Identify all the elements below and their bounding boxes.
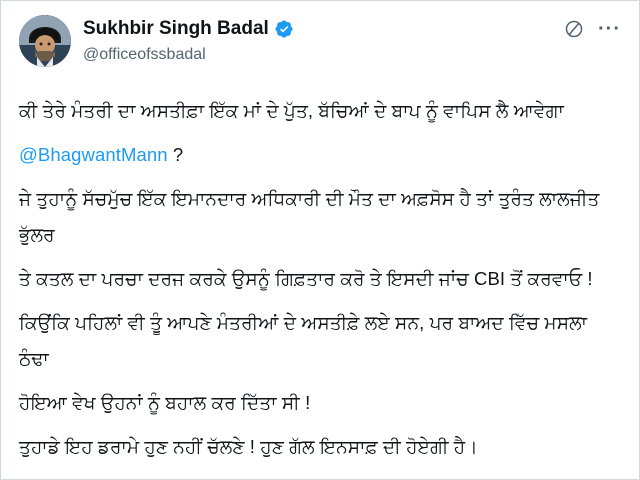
tweet-line-5: ਕਿਉਂਕਿ ਪਹਿਲਾਂ ਵੀ ਤੂੰ ਆਪਣੇ ਮੰਤਰੀਆਂ ਦੇ ਅਸਤੀਫ਼ੇ ਲਏ ਸਨ, ਪਰ ਬਾਅਦ ਵਿੱਚ ਮਸਲਾ ਠੰਢਾ <box>19 312 588 369</box>
avatar[interactable] <box>19 15 71 67</box>
tweet-line-2-suffix: ? <box>167 144 184 165</box>
author-display-name[interactable]: Sukhbir Singh Badal <box>83 18 269 39</box>
tweet-line-1: ਕੀ ਤੇਰੇ ਮੰਤਰੀ ਦਾ ਅਸਤੀਫ਼ਾ ਇੱਕ ਮਾਂ ਦੇ ਪੁੱਤ, ਬੱਚਿਆਂ ਦੇ ਬਾਪ ਨੂੰ ਵਾਪਿਸ ਲੈ ਆਵੇਗਾ <box>19 100 564 121</box>
tweet-header <box>19 15 621 67</box>
tweet-line-4: ਤੇ ਕਤਲ ਦਾ ਪਰਚਾ ਦਰਜ ਕਰਕੇ ਉਸਨੂੰ ਗਿਫ਼ਤਾਰ ਕਰੋ ਤੇ ਇਸਦੀ ਜਾਂਚ CBI ਤੋਂ ਕਰਵਾਓ ! <box>19 268 593 289</box>
author-handle[interactable]: @officeofssbadal <box>83 46 206 63</box>
verified-badge-icon <box>274 19 294 39</box>
tweet-line-7: ਤੁਹਾਡੇ ਇਹ ਡਰਾਮੇ ਹੁਣ ਨਹੀਂ ਚੱਲਣੇ ! ਹੁਣ ਗੱਲ ਇਨਸਾਫ਼ ਦੀ ਹੋਏਗੀ ਹੈ। <box>19 436 478 457</box>
tweet-line-2 <box>19 137 621 173</box>
author-identity <box>83 15 552 66</box>
header-actions <box>564 15 621 39</box>
more-options-icon[interactable]: ··· <box>598 18 621 40</box>
tweet-line-6: ਹੋਇਆ ਵੇਖ ਉਹਨਾਂ ਨੂੰ ਬਹਾਲ ਕਰ ਦਿੱਤਾ ਸੀ ! <box>19 392 311 413</box>
tweet-text <box>19 93 621 473</box>
grok-icon[interactable] <box>564 19 584 39</box>
avatar-image <box>19 15 71 67</box>
mention-link[interactable]: @BhagwantMann <box>19 144 168 165</box>
tweet-line-3: ਜੇ ਤੁਹਾਨੂੰ ਸੱਚਮੁੱਚ ਇੱਕ ਇਮਾਨਦਾਰ ਅਧਿਕਾਰੀ ਦੀ ਮੌਤ ਦਾ ਅਫ਼ਸੋਸ ਹੈ ਤਾਂ ਤੁਰੰਤ ਲਾਲਜੀਤ ਭੁੱਲਰ <box>19 188 600 245</box>
author-name-row <box>83 17 552 41</box>
